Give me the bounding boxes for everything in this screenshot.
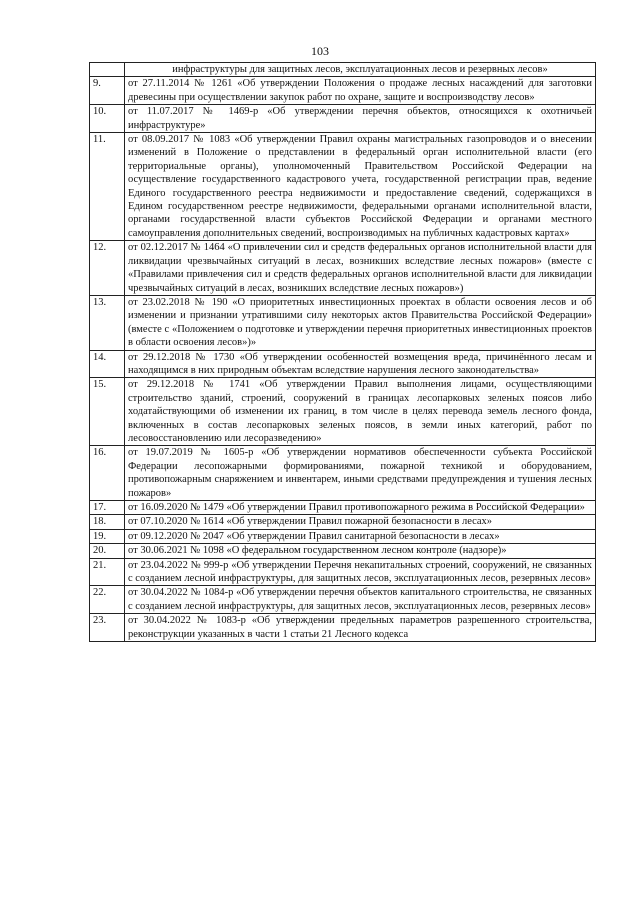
table-row <box>90 515 596 529</box>
act-description-cell: от 19.07.2019 № 1605-р «Об утверждении нормативов обеспеченности субъекта Российской Федерации лесопожарными формированиями, пожарной техникой и оборудованием, противопожарным снаряжением и инвентарем, иными средствами предупреждения и тушения лесных пожаров» <box>125 446 596 501</box>
row-number-cell: 20. <box>90 544 125 558</box>
act-description-cell: от 23.02.2018 № 190 «О приоритетных инвестиционных проектах в области освоения лесов и об изменении и признании утратившими силу некоторых актов Правительства Российской Федерации» (вместе с «Положением о подготовке и утверждении перечня приоритетных инвестиционных проектов в области освоения лесов»)» <box>125 295 596 350</box>
act-description-cell: от 08.09.2017 № 1083 «Об утверждении Правил охраны магистральных газопроводов и о внесении изменений в Положение о представлении в федеральный орган исполнительной власти (его территориальные органы), уполномоченный Правительством Российской Федерации на осуществление государственного кадастрового учета, государственной регистрации прав, ведение Единого государственного реестра недвижимости и предоставление сведений, содержащихся в Едином государственном реестре недвижимости, федеральными органами исполнительной власти, органами государственной власти субъектов Российской Федерации и органами местного самоуправления дополнительных сведений, воспроизводимых на публичных кадастровых картах» <box>125 133 596 241</box>
act-description-cell: от 30.06.2021 № 1098 «О федеральном государственном лесном контроле (надзоре)» <box>125 544 596 558</box>
page-number: 103 <box>311 44 329 58</box>
act-description-cell: от 27.11.2014 № 1261 «Об утверждении Положения о продаже лесных насаждений для заготовки древесины при осуществлении закупок работ по охране, защите и воспроизводству лесов» <box>125 77 596 105</box>
act-description-cell: от 29.12.2018 № 1730 «Об утверждении особенностей возмещения вреда, причинённого лесам и находящимся в них природным объектам вследствие нарушения лесного законодательства» <box>125 350 596 378</box>
table-row <box>90 350 596 378</box>
act-description-cell: от 11.07.2017 № 1469-р «Об утверждении перечня объектов, относящихся к охотничьей инфраструктуре» <box>125 105 596 133</box>
row-number-cell: 9. <box>90 77 125 105</box>
legal-acts-table-body <box>90 63 596 642</box>
table-row <box>90 105 596 133</box>
table-row <box>90 241 596 296</box>
row-number-cell: 12. <box>90 241 125 296</box>
row-number-cell: 17. <box>90 501 125 515</box>
row-number-cell: 22. <box>90 586 125 614</box>
row-number-cell: 18. <box>90 515 125 529</box>
act-description-cell: от 30.04.2022 № 1084-р «Об утверждении перечня объектов капитального строительства, не связанных с созданием лесной инфраструктуры, для защитных лесов, эксплуатационных лесов, резервных лесов» <box>125 586 596 614</box>
table-row <box>90 529 596 543</box>
row-number-cell: 15. <box>90 378 125 446</box>
table-row <box>90 558 596 586</box>
legal-acts-table <box>89 62 596 642</box>
table-row <box>90 446 596 501</box>
row-number-cell: 10. <box>90 105 125 133</box>
table-row <box>90 544 596 558</box>
act-description-cell: от 07.10.2020 № 1614 «Об утверждении Правил пожарной безопасности в лесах» <box>125 515 596 529</box>
table-row <box>90 77 596 105</box>
table-row <box>90 63 596 77</box>
act-description-cell: от 16.09.2020 № 1479 «Об утверждении Правил противопожарного режима в Российской Федерации» <box>125 501 596 515</box>
row-number-cell: 11. <box>90 133 125 241</box>
act-description-cell: от 09.12.2020 № 2047 «Об утверждении Правил санитарной безопасности в лесах» <box>125 529 596 543</box>
table-row <box>90 295 596 350</box>
row-number-cell: 13. <box>90 295 125 350</box>
table-row <box>90 133 596 241</box>
table-row <box>90 614 596 642</box>
act-description-cell: инфраструктуры для защитных лесов, эксплуатационных лесов и резервных лесов» <box>125 63 596 77</box>
row-number-cell: 21. <box>90 558 125 586</box>
row-number-cell <box>90 63 125 77</box>
row-number-cell: 16. <box>90 446 125 501</box>
table-row <box>90 586 596 614</box>
row-number-cell: 14. <box>90 350 125 378</box>
act-description-cell: от 30.04.2022 № 1083-р «Об утверждении предельных параметров разрешенного строительства, реконструкции указанных в части 1 статьи 21 Лесного кодекса <box>125 614 596 642</box>
row-number-cell: 23. <box>90 614 125 642</box>
act-description-cell: от 02.12.2017 № 1464 «О привлечении сил и средств федеральных органов исполнительной власти для ликвидации чрезвычайных ситуаций в лесах, возникших вследствие лесных пожаров» (вместе с «Правилами привлечения сил и средств федеральных органов исполнительной власти для ликвидации чрезвычайных ситуаций в лесах, возникших вследствие лесных пожаров») <box>125 241 596 296</box>
table-row <box>90 501 596 515</box>
act-description-cell: от 23.04.2022 № 999-р «Об утверждении Перечня некапитальных строений, сооружений, не связанных с созданием лесной инфраструктуры, для защитных лесов, эксплуатационных лесов, резервных лесов» <box>125 558 596 586</box>
act-description-cell: от 29.12.2018 № 1741 «Об утверждении Правил выполнения лицами, осуществляющими строительство зданий, строений, сооружений в границах лесопарковых зеленых поясов либо ходатайствующими об изменении их границ, в том числе в целях перевода земель лесного фонда, включенных в состав лесопарковых зеленых поясов, в земли иных категорий, работ по лесовосстановлению или лесоразведению» <box>125 378 596 446</box>
row-number-cell: 19. <box>90 529 125 543</box>
table-row <box>90 378 596 446</box>
